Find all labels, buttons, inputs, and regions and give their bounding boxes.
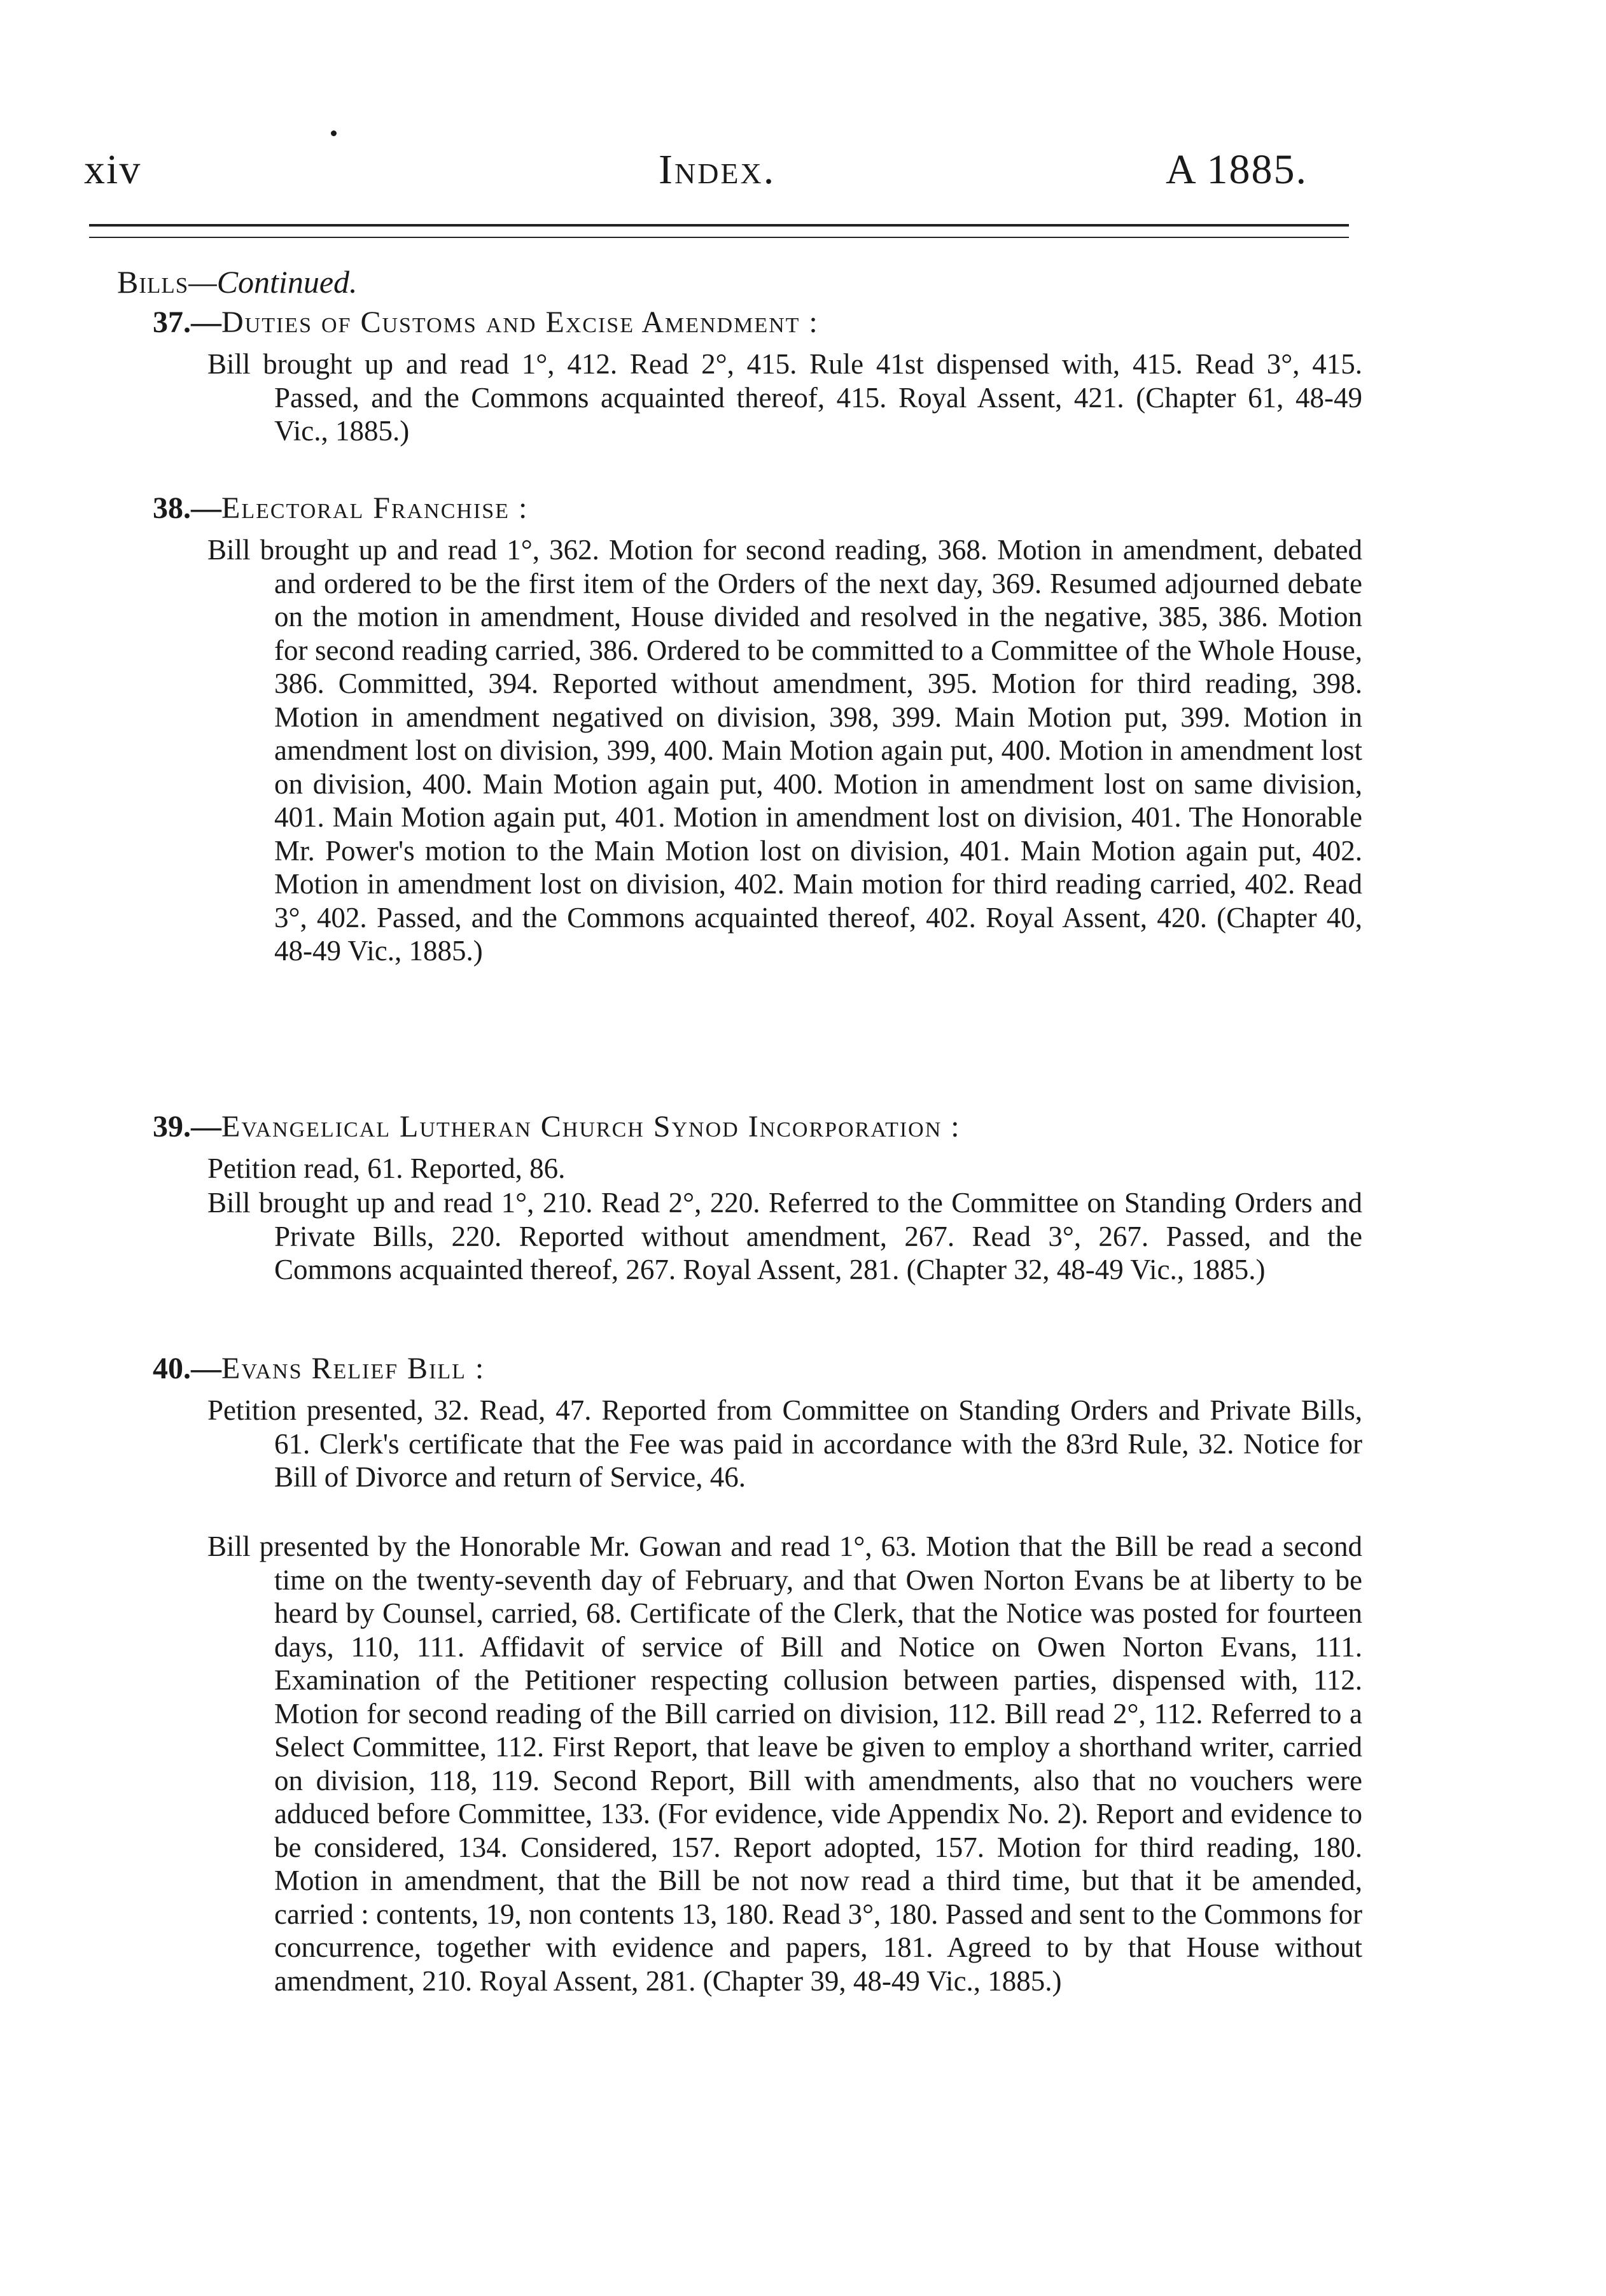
section-name: Bills (117, 264, 189, 300)
entry-paragraph: Petition read, 61. Reported, 86. (207, 1152, 566, 1184)
entry-heading (153, 1107, 961, 1147)
entry-paragraph: Bill brought up and read 1°, 210. Read 2°, 220. Referred to the Committee on Standing Orders and Private Bills, 220. Reported without amendment, 267. Read 3°, 267. Passed, and the Commons acquainted thereof, 267. Royal Assent, 281. (Chapter 32, 48-49 Vic., 1885.) (207, 1187, 1362, 1285)
entry-title: Duties of Customs and Excise Amendment : (221, 305, 819, 339)
entry-title: Evans Relief Bill : (221, 1352, 485, 1385)
entry-number: 40.— (153, 1352, 221, 1385)
running-head (0, 141, 1606, 199)
entry-number: 39.— (153, 1110, 221, 1144)
section-heading (117, 262, 358, 302)
header-rule-thin (89, 237, 1349, 238)
entry-paragraph: Bill presented by the Honorable Mr. Gowan and read 1°, 63. Motion that the Bill be read a second time on the twenty-seventh day of February, and that Owen Norton Evans be at liberty to be heard by Counsel, carried, 68. Certificate of the Clerk, that the Notice was posted for fourteen days, 110, 111. Affidavit of service of Bill and Notice on Owen Norton Evans, 111. Examination of the Petitioner respecting collusion between parties, dispensed with, 112. Motion for second reading of the Bill carried on division, 112. Bill read 2°, 112. Referred to a Select Committee, 112. First Report, that leave be given to employ a shorthand writer, carried on division, 118, 119. Second Report, Bill with amendments, also that no vouchers were adduced before Committee, 133. (For evidence, vide Appendix No. 2). Report and evidence to be considered, 134. Considered, 157. Report adopted, 157. Motion for third reading, 180. Motion in amendment, that the Bill be not now read a third time, but that it be amended, carried : contents, 19, non contents 13, 180. Read 3°, 180. Passed and sent to the Commons for concurrence, together with evidence and papers, 181. Agreed to by that House without amendment, 210. Royal Assent, 281. (Chapter 39, 48-49 Vic., 1885.) (207, 1530, 1362, 1997)
printer-dot (331, 130, 337, 136)
entry-title: Evangelical Lutheran Church Synod Incorporation : (221, 1110, 961, 1144)
entry-heading (153, 1349, 485, 1389)
entry-paragraph: Bill brought up and read 1°, 412. Read 2°, 415. Rule 41st dispensed with, 415. Read 3°, 415. Passed, and the Commons acquainted thereof, 415. Royal Assent, 421. (Chapter 61, 48-49 Vic., 1885.) (207, 348, 1362, 447)
entry-paragraph: Petition presented, 32. Read, 47. Reported from Committee on Standing Orders and Private Bills, 61. Clerk's certificate that the Fee was paid in accordance with the 83rd Rule, 32. Notice for Bill of Divorce and return of Service, 46. (207, 1394, 1362, 1493)
running-title: Index. (659, 146, 776, 193)
section-continued: —Continued. (188, 264, 358, 300)
entry-heading (153, 303, 819, 342)
page-number: xiv (84, 146, 142, 193)
entry-title: Electoral Franchise : (221, 491, 529, 525)
entry-number: 38.— (153, 491, 221, 525)
header-rule-thick (89, 224, 1349, 227)
entry-heading (153, 489, 528, 528)
entry-paragraph: Bill brought up and read 1°, 362. Motion for second reading, 368. Motion in amendment, debated and ordered to be the first item of the Orders of the next day, 369. Resumed adjourned debate on the motion in amendment, House divided and resolved in the negative, 385, 386. Motion for second reading carried, 386. Ordered to be committed to a Committee of the Whole House, 386. Committed, 394. Reported without amendment, 395. Motion for third reading, 398. Motion in amendment negatived on division, 398, 399. Main Motion put, 399. Motion in amendment lost on division, 399, 400. Main Motion again put, 400. Motion in amendment lost on division, 400. Main Motion again put, 400. Motion in amendment lost on same division, 401. Main Motion again put, 401. Motion in amendment lost on division, 401. The Honorable Mr. Power's motion to the Main Motion lost on division, 401. Main Motion again put, 402. Motion in amendment lost on division, 402. Main motion for third reading carried, 402. Read 3°, 402. Passed, and the Commons acquainted thereof, 402. Royal Assent, 420. (Chapter 40, 48-49 Vic., 1885.) (207, 534, 1362, 967)
entry-number: 37.— (153, 305, 221, 339)
session-year: A 1885. (1166, 146, 1308, 193)
